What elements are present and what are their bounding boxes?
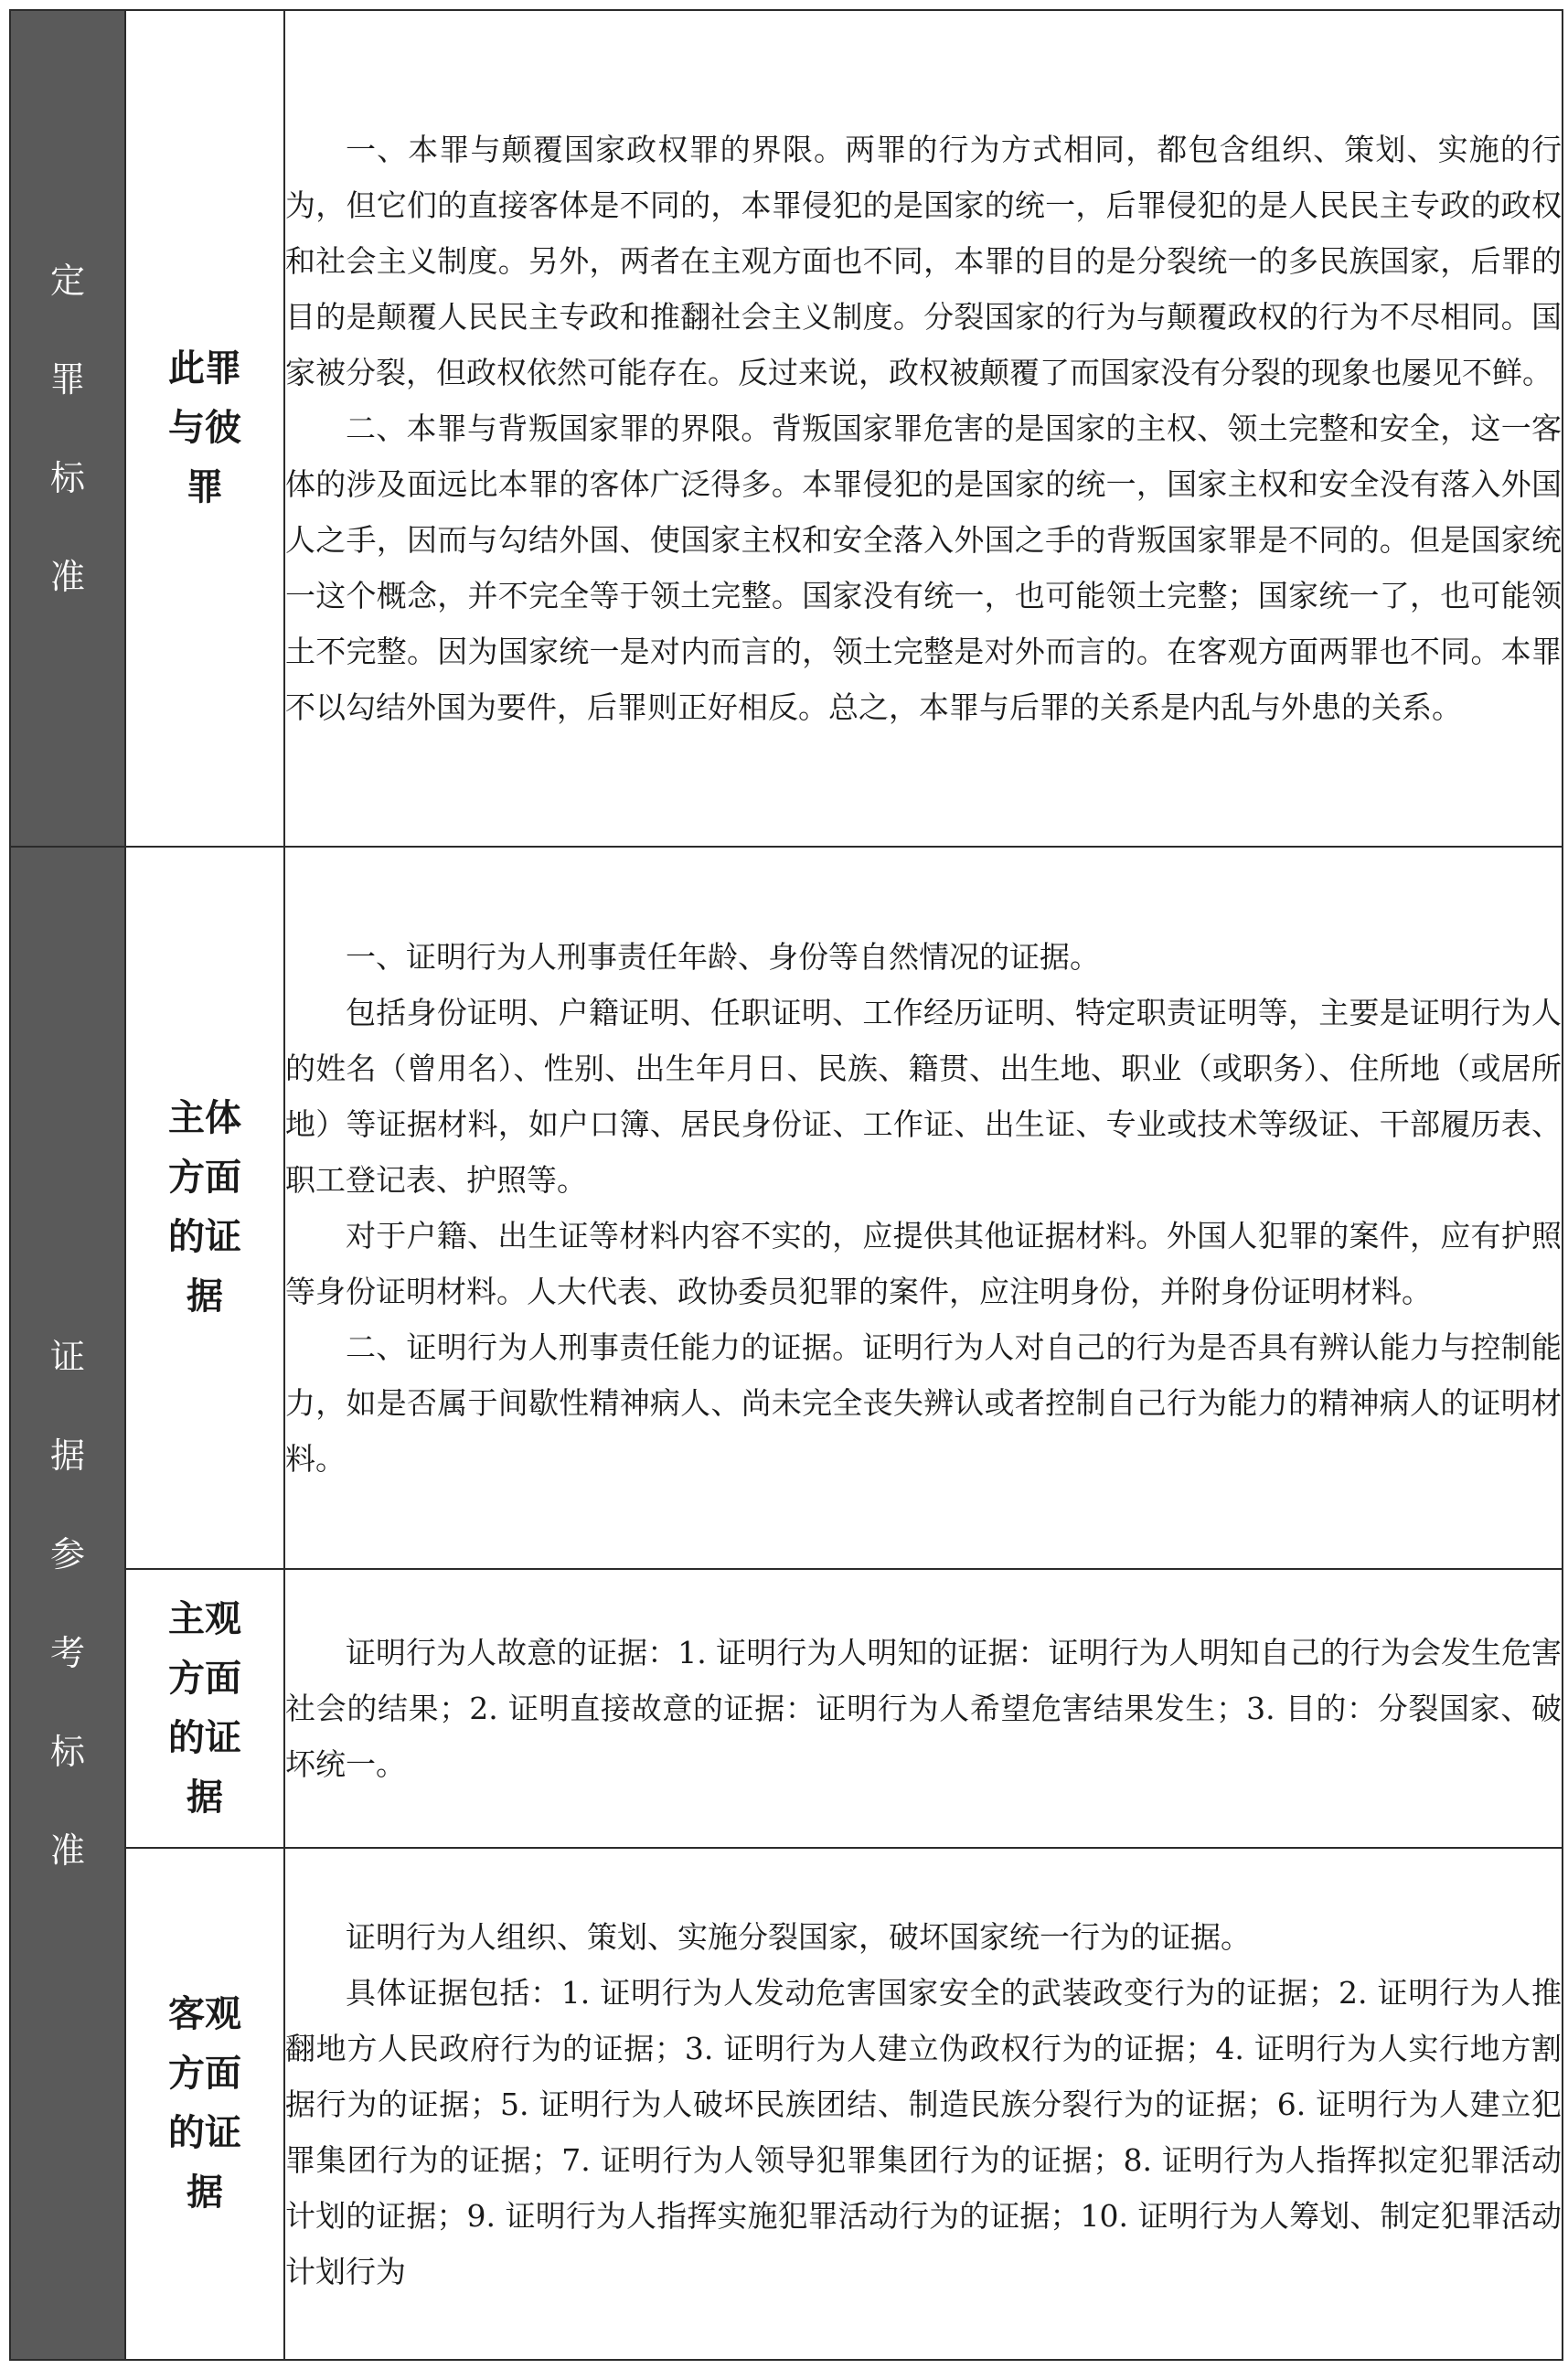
row-label-text: 主体方面的证据: [168, 1097, 241, 1318]
paragraph: 一、本罪与颠覆国家政权罪的界限。两罪的行为方式相同，都包含组织、策划、实施的行为，但它们的直接客体是不同的，本罪侵犯的是国家的统一，后罪侵犯的是人民民主专政的政权和社会主义制度。另外，两者在主观方面也不同，本罪的目的是分裂统一的多民族国家，后罪的目的是颠覆人民民主专政和推翻社会主义制度。分裂国家的行为与颠覆政权的行为不尽相同。国家被分裂，但政权依然可能存在。反过来说，政权被颠覆了而国家没有分裂的现象也屡见不鲜。: [285, 132, 1562, 390]
section-title-text: 证据参考标准: [49, 1336, 85, 1871]
criteria-table: [9, 9, 1563, 2361]
row-content-subject: [284, 847, 1563, 1569]
row-label-text: 主观方面的证据: [168, 1597, 241, 1819]
paragraph: 对于户籍、出生证等材料内容不实的，应提供其他证据材料。外国人犯罪的案件，应有护照等身份证明材料。人大代表、政协委员犯罪的案件，应注明身份，并附身份证明材料。: [285, 1218, 1562, 1309]
paragraph: 具体证据包括：1. 证明行为人发动危害国家安全的武装政变行为的证据；2. 证明行为人推翻地方人民政府行为的证据；3. 证明行为人建立伪政权行为的证据；4. 证明行为人实行地方割据行为的证据；5. 证明行为人破坏民族团结、制造民族分裂行为的证据；6. 证明行为人建立犯罪集团行为的证据；7. 证明行为人领导犯罪集团行为的证据；8. 证明行为人指挥拟定犯罪活动计划的证据；9. 证明行为人指挥实施犯罪活动行为的证据；10. 证明行为人筹划、制定犯罪活动计划行为: [285, 1974, 1562, 2289]
paragraph: 一、证明行为人刑事责任年龄、身份等自然情况的证据。: [346, 939, 1100, 975]
row-label-subjective: [125, 1569, 284, 1848]
paragraph: 证明行为人故意的证据：1. 证明行为人明知的证据：证明行为人明知自己的行为会发生危害社会的结果；2. 证明直接故意的证据：证明行为人希望危害结果发生；3. 目的：分裂国家、破坏统一。: [285, 1635, 1562, 1782]
paragraph: 二、证明行为人刑事责任能力的证据。证明行为人对自己的行为是否具有辨认能力与控制能力，如是否属于间歇性精神病人、尚未完全丧失辨认或者控制自己行为能力的精神病人的证明材料。: [285, 1329, 1562, 1477]
section-title-conviction: [10, 10, 125, 847]
table-row: [10, 1848, 1563, 2360]
row-content-objective: [284, 1848, 1563, 2360]
table-row: [10, 10, 1563, 847]
section-title-text: 定罪标准: [49, 260, 85, 597]
row-label-text: 客观方面的证据: [168, 1993, 241, 2214]
row-label-text: 此罪与彼罪: [168, 347, 241, 508]
paragraph: 二、本罪与背叛国家罪的界限。背叛国家罪危害的是国家的主权、领土完整和安全，这一客体的涉及面远比本罪的客体广泛得多。本罪侵犯的是国家的统一，国家主权和安全没有落入外国人之手，因而与勾结外国、使国家主权和安全落入外国之手的背叛国家罪是不同的。但是国家统一这个概念，并不完全等于领土完整。国家没有统一，也可能领土完整；国家统一了，也可能领土不完整。因为国家统一是对内而言的，领土完整是对外而言的。在客观方面两罪也不同。本罪不以勾结外国为要件，后罪则正好相反。总之，本罪与后罪的关系是内乱与外患的关系。: [285, 411, 1562, 725]
row-content-distinction: [284, 10, 1563, 847]
paragraph: 证明行为人组织、策划、实施分裂国家，破坏国家统一行为的证据。: [346, 1918, 1251, 1955]
paragraph: 包括身份证明、户籍证明、任职证明、工作经历证明、特定职责证明等，主要是证明行为人的姓名（曾用名）、性别、出生年月日、民族、籍贯、出生地、职业（或职务）、住所地（或居所地）等证据材料，如户口簿、居民身份证、工作证、出生证、专业或技术等级证、干部履历表、职工登记表、护照等。: [285, 995, 1562, 1198]
table-row: [10, 1569, 1563, 1848]
section-title-evidence: [10, 847, 125, 2360]
row-content-subjective: [284, 1569, 1563, 1848]
row-label-subject: [125, 847, 284, 1569]
row-label-objective: [125, 1848, 284, 2360]
table-row: [10, 847, 1563, 1569]
row-label-distinction: [125, 10, 284, 847]
